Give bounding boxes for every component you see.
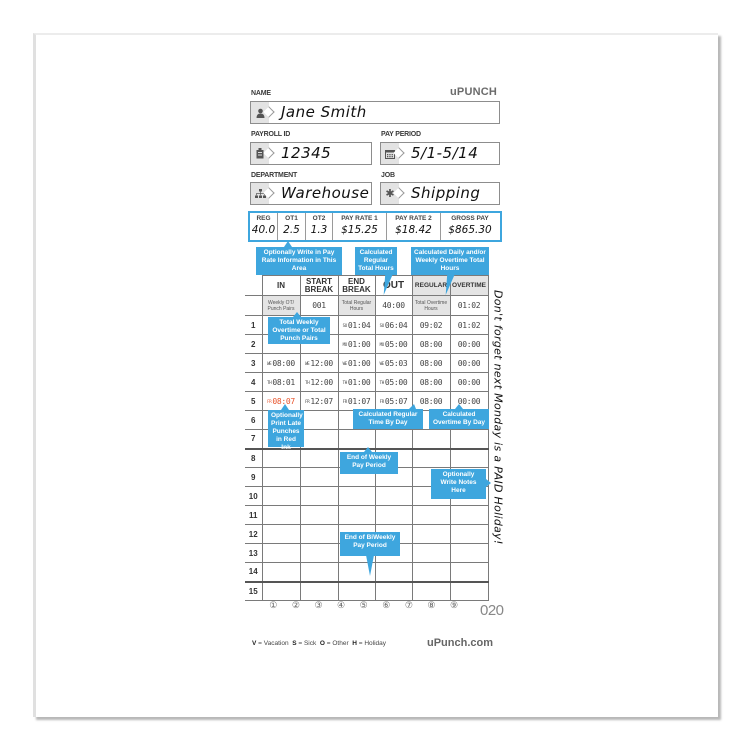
sub-total-regular: Total Regular Hours <box>338 296 375 316</box>
job-value: Shipping <box>411 184 481 202</box>
code-legend: V = Vacation S = Sick O = Other H = Holiday <box>252 640 387 647</box>
department-value: Warehouse <box>281 184 370 202</box>
department-field <box>250 182 372 205</box>
punch-cell: SU06:04 <box>375 316 412 335</box>
pay-cell-rate1: PAY RATE 1 $15.25 <box>333 213 387 240</box>
header-overtime: OVERTIME <box>450 276 488 296</box>
punch-cell: TH12:00 <box>300 373 338 392</box>
pay-cell-gross: GROSS PAY $865.30 <box>448 215 492 236</box>
table-row: 11 <box>245 506 505 525</box>
table-row: 10 <box>245 487 505 506</box>
table-row: 9 <box>245 468 505 487</box>
id-badge-icon <box>251 143 269 164</box>
punch-cell: FR05:07 <box>375 392 412 411</box>
punch-cell: SU01:04 <box>338 316 375 335</box>
table-row: 14 <box>245 563 505 582</box>
punch-cell: MO05:00 <box>375 335 412 354</box>
sub-punch-pairs-value: 001 <box>300 296 338 316</box>
name-field <box>250 101 500 124</box>
pay-period-label: PAY PERIOD <box>381 131 421 138</box>
header-start-break: START BREAK <box>300 276 338 296</box>
overtime-cell: 00:00 <box>450 373 488 392</box>
callout-calc-regular-total: Calculated Regular Total Hours <box>355 247 397 275</box>
table-row: 15 <box>245 582 505 601</box>
pay-cell-rate2: PAY RATE 2 $18.42 <box>387 213 441 240</box>
handwritten-note: Don't forget next Monday is a PAID Holiday! <box>491 290 505 545</box>
header-regular: REGULAR <box>412 276 450 296</box>
punch-cell: TH08:01 <box>262 373 300 392</box>
regular-cell: 09:02 <box>412 316 450 335</box>
table-row: 2 MO01:00 MO05:00 08:00 00:00 <box>245 335 505 354</box>
sub-total-overtime: Total Overtime Hours <box>412 296 450 316</box>
pay-period-value: 5/1-5/14 <box>411 144 479 162</box>
brand-logo: uPUNCH <box>450 86 498 98</box>
department-label: DEPARTMENT <box>251 172 298 179</box>
regular-cell: 08:00 <box>412 354 450 373</box>
pay-cell-ot1: OT1 2.5 <box>278 213 306 240</box>
overtime-cell: 01:02 <box>450 316 488 335</box>
punch-cell: WE12:00 <box>300 354 338 373</box>
payroll-id-field <box>250 142 372 165</box>
callout-late-punches: Optionally Print Late Punches in Red Ink <box>268 410 304 447</box>
regular-cell: 08:00 <box>412 392 450 411</box>
punch-cell: FR12:07 <box>300 392 338 411</box>
job-field <box>380 182 500 205</box>
regular-cell: 08:00 <box>412 335 450 354</box>
regular-cell: 08:00 <box>412 373 450 392</box>
callout-regular-by-day: Calculated Regular Time By Day <box>353 409 423 429</box>
sub-total-regular-value: 40:00 <box>375 296 412 316</box>
person-icon <box>251 102 269 123</box>
late-punch-cell: FR08:07 <box>262 392 300 411</box>
tools-icon: ✱ <box>381 183 399 204</box>
callout-notes: Optionally Write Notes Here <box>431 469 486 499</box>
sub-weekly-ot: Weekly OT/ Punch Pairs <box>262 296 300 316</box>
table-row: 1 SU01:04 SU06:04 09:02 01:02 <box>245 316 505 335</box>
pay-rate-strip <box>248 211 502 242</box>
punch-cell: WE01:00 <box>338 354 375 373</box>
sub-total-overtime-value: 01:02 <box>450 296 488 316</box>
table-row: 8 <box>245 449 505 468</box>
table-row: 7 <box>245 430 505 449</box>
payroll-id-label: PAYROLL ID <box>251 131 291 138</box>
overtime-cell: 00:00 <box>450 354 488 373</box>
name-label: NAME <box>251 90 271 97</box>
header-end-break: END BREAK <box>338 276 375 296</box>
punch-cell: FR01:07 <box>338 392 375 411</box>
header-out: OUT <box>375 276 412 296</box>
name-value: Jane Smith <box>281 103 367 121</box>
punch-cell: WE05:03 <box>375 354 412 373</box>
punch-cell: WE08:00 <box>262 354 300 373</box>
overtime-cell: 00:00 <box>450 392 488 411</box>
job-label: JOB <box>381 172 395 179</box>
pay-period-field <box>380 142 500 165</box>
callout-end-weekly: End of Weekly Pay Period <box>340 452 398 474</box>
header-in: IN <box>262 276 300 296</box>
calendar-icon <box>381 143 399 164</box>
callout-calc-overtime-total: Calculated Daily and/or Weekly Overtime Total Hours <box>411 247 489 275</box>
callout-overtime-by-day: Calculated Overtime By Day <box>429 409 489 429</box>
callout-weekly-ot-pairs: Total Weekly Overtime or Total Punch Pairs <box>268 317 330 344</box>
website-link: uPunch.com <box>427 637 494 649</box>
card-serial-number: 020 <box>480 602 504 619</box>
punch-cell: TH05:00 <box>375 373 412 392</box>
payroll-id-value: 12345 <box>281 144 332 162</box>
table-row: 6 <box>245 411 505 430</box>
column-numbers: ① ② ③ ④ ⑤ ⑥ ⑦ ⑧ ⑨ <box>269 600 459 610</box>
pay-cell-ot2: OT2 1.3 <box>306 213 333 240</box>
overtime-cell: 00:00 <box>450 335 488 354</box>
table-row: 3 WE08:00 WE12:00 WE01:00 WE05:03 08:00 00:00 <box>245 354 505 373</box>
table-row: 12 <box>245 525 505 544</box>
table-row: 13 <box>245 544 505 563</box>
callout-pay-rate-info: Optionally Write in Pay Rate Information in This Area <box>256 247 342 275</box>
table-row: 5 FR08:07 FR12:07 FR01:07 FR05:07 08:00 00:00 <box>245 392 505 411</box>
callout-end-biweekly: End of BiWeekly Pay Period <box>340 532 400 556</box>
table-row: 4 TH08:01 TH12:00 TH01:00 TH05:00 08:00 00:00 <box>245 373 505 392</box>
org-chart-icon <box>251 183 269 204</box>
punch-cell: TH01:00 <box>338 373 375 392</box>
pay-cell-reg: REG 40.0 <box>250 213 278 240</box>
punch-cell: MO01:00 <box>338 335 375 354</box>
